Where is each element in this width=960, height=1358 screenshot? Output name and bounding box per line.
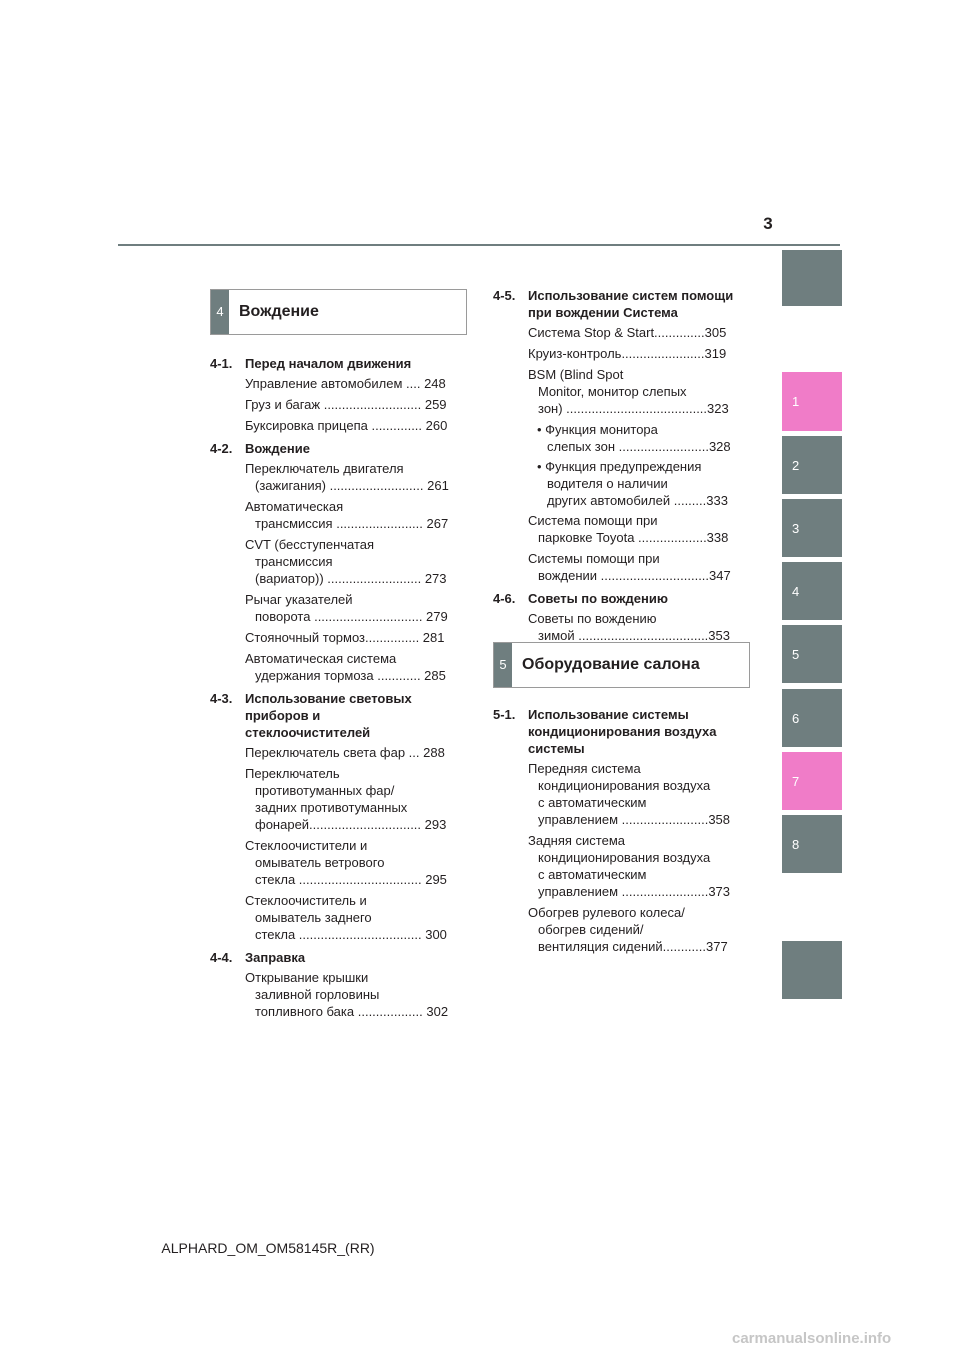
toc-entry[interactable]: Стояночный тормоз............... 281 [245,630,445,645]
toc-group-4-1 [210,355,460,434]
toc-entry[interactable]: Системы помощи при вождении ..............................347 [528,551,731,583]
tab-8-label: 8 [792,837,800,852]
toc-entry[interactable]: Передняя система кондиционирования воздуха с автоматическим управлением ........................358 [528,761,731,827]
toc-entry[interactable]: Рычаг указателей поворота .............................. 279 [245,592,448,624]
tab-1-label: 1 [792,394,800,409]
tab-6-label: 6 [792,711,800,726]
tab-5[interactable] [782,625,842,683]
watermark: carmanualsonline.info [732,1330,892,1347]
toc-group-4-6 [493,590,753,644]
toc-entry[interactable]: CVT (бесступенчатая трансмиссия (вариатор)) .......................... 273 [245,537,447,586]
tab-8[interactable] [782,815,842,873]
tab-2[interactable] [782,436,842,494]
section-box-4 [210,289,467,335]
tab-6[interactable] [782,689,842,747]
tab-4[interactable] [782,562,842,620]
toc-heading[interactable]: 4-4. Заправка [210,950,306,965]
tab-4-label: 4 [792,584,800,599]
toc-entry[interactable]: Круиз-контроль.......................319 [528,346,727,361]
page-number: 3 [763,214,773,233]
toc-entry[interactable]: Переключатель света фар ... 288 [245,745,445,760]
toc-heading[interactable]: 5-1. Использование системы кондиционирования воздуха системы [493,707,717,756]
toc-entry[interactable]: Задняя система кондиционирования воздуха с автоматическим управлением ........................373 [528,833,731,899]
section-number: 4 [211,290,229,334]
tab-7-label: 7 [792,774,800,789]
header-rule [118,244,840,246]
toc-entry[interactable]: Стеклоочиститель и омыватель заднего стекла .................................. 300 [245,893,447,942]
toc-entry[interactable]: Управление автомобилем .... 248 [245,376,446,391]
tab-2-label: 2 [792,458,800,473]
toc-entry[interactable]: Система Stop & Start..............305 [528,325,727,340]
tab-5-label: 5 [792,647,800,662]
toc-entry[interactable]: Советы по вождению зимой ....................................353 [528,611,730,643]
toc-entry[interactable]: Открывание крышки заливной горловины топливного бака .................. 302 [245,970,449,1019]
section-title: Оборудование салона [522,656,700,673]
tab-3[interactable] [782,499,842,557]
tab-3-label: 3 [792,521,800,536]
toc-group-4-2 [210,440,460,684]
toc-left-column [210,355,460,1026]
toc-entry[interactable]: BSM (Blind Spot Monitor, монитор слепых зон) .......................................323 [528,367,729,416]
toc-right-column-top [493,287,753,650]
toc-heading[interactable]: 4-3. Использование световых приборов и стеклоочистителей [210,691,412,740]
section-number: 5 [494,643,512,687]
tab-blank-top[interactable] [782,250,842,306]
toc-entry[interactable]: Обогрев рулевого колеса/ обогрев сидений/ вентиляция сидений............377 [528,905,728,954]
toc-entry[interactable]: Автоматическая система удержания тормоза ............ 285 [245,651,446,683]
toc-entry[interactable]: Переключатель противотуманных фар/ задних противотуманных фонарей............................... 293 [245,766,447,832]
tab-1[interactable] [782,372,842,431]
toc-group-4-4 [210,949,460,1020]
document-footer: ALPHARD_OM_OM58145R_(RR) [161,1240,375,1256]
toc-entry[interactable]: Автоматическая трансмиссия ........................ 267 [245,499,449,531]
toc-group-5-1 [493,706,753,955]
section-title: Вождение [239,303,319,320]
toc-subentry[interactable]: • Функция предупреждения водителя о наличии других автомобилей .........333 [537,459,728,508]
tab-7[interactable] [782,752,842,810]
toc-entry[interactable]: Переключатель двигателя (зажигания) .......................... 261 [245,461,449,493]
toc-subentry[interactable]: • Функция монитора слепых зон .........................328 [537,422,731,454]
toc-entry[interactable]: Буксировка прицепа .............. 260 [245,418,448,433]
toc-entry[interactable]: Стеклоочистители и омыватель ветрового стекла .................................. 295 [245,838,447,887]
toc-heading[interactable]: 4-1. Перед началом движения [210,356,412,371]
toc-right-column-bottom [493,706,753,961]
toc-entry[interactable]: Груз и багаж ........................... 259 [245,397,447,412]
toc-group-4-3 [210,690,460,943]
toc-heading[interactable]: 4-2. Вождение [210,441,310,456]
toc-heading[interactable]: 4-5. Использование систем помощи при вождении Система [493,288,734,320]
tab-blank-bottom[interactable] [782,941,842,999]
toc-group-4-5 [493,287,753,584]
toc-entry[interactable]: Система помощи при парковке Toyota ...................338 [528,513,729,545]
toc-heading[interactable]: 4-6. Советы по вождению [493,591,668,606]
